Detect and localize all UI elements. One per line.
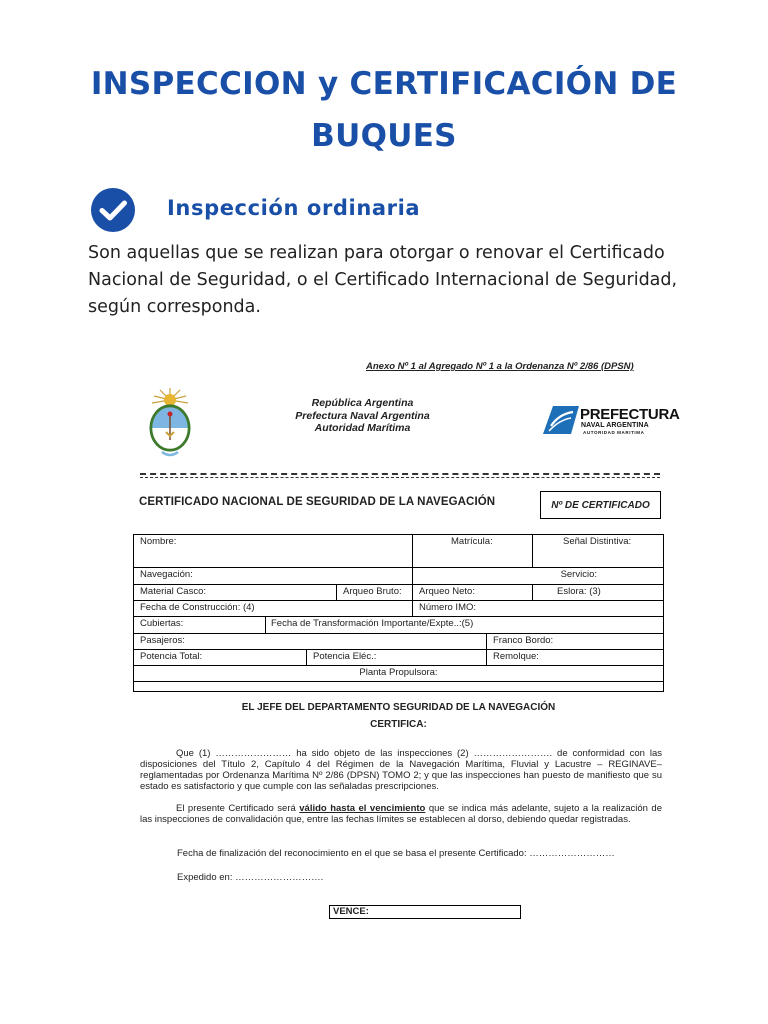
certificate-certifica: CERTIFICA: xyxy=(370,719,427,730)
certificate-title: CERTIFICADO NACIONAL DE SEGURIDAD DE LA NAVEGACIÓN xyxy=(139,496,496,508)
field-pasajeros: Pasajeros: xyxy=(140,635,185,646)
issuer-republic: República Argentina xyxy=(311,397,414,409)
field-planta-propulsora: Planta Propulsora: xyxy=(359,667,438,678)
issuer-block xyxy=(280,397,445,435)
page-title-line2: BUQUES xyxy=(311,118,457,154)
table-row xyxy=(133,584,664,601)
certificate-issued-at: Expedido en: ………………………. xyxy=(177,872,324,883)
field-eslora: Eslora: (3) xyxy=(532,585,663,600)
field-senal-distintiva: Señal Distintiva: xyxy=(532,535,663,567)
field-cubiertas: Cubiertas: xyxy=(140,618,184,629)
logo-text-autoridad: AUTORIDAD MARITIMA xyxy=(583,430,645,435)
page-title-line1: INSPECCION y CERTIFICACIÓN DE xyxy=(90,66,678,102)
prefectura-logo xyxy=(543,406,680,440)
field-remolque: Remolque: xyxy=(486,650,663,665)
field-nombre: Nombre: xyxy=(140,536,177,547)
separator-line xyxy=(140,473,660,478)
logo-text-naval: NAVAL ARGENTINA xyxy=(581,422,649,429)
field-potencia-total: Potencia Total: xyxy=(140,651,203,662)
field-matricula: Matrícula: xyxy=(412,535,532,567)
table-row xyxy=(133,616,664,634)
table-row xyxy=(133,567,664,585)
prefectura-logo-mark-icon xyxy=(543,406,579,434)
certificate-paragraph-1: Que (1) …………………… ha sido objeto de las inspecciones (2) ……………………. de conformidad con las disposiciones del Título 2, Capítulo 4 del Régimen de la Navegación Marítima, Fluvial y Lacustre – REGINAVE– reglamentadas por Ordenanza Marítima Nº 2/86 (DPSN) TOMO 2; y que las inspecciones han puesto de manifiesto que su estado es satisfactorio y que cumple con las señaladas prescripciones. xyxy=(140,748,662,792)
table-row xyxy=(133,534,664,568)
field-fecha-transformacion: Fecha de Transformación Importante/Expte..:(5) xyxy=(265,617,663,633)
table-row xyxy=(133,665,664,682)
annex-reference: Anexo Nº 1 al Agregado Nº 1 a la Ordenanza Nº 2/86 (DPSN) xyxy=(366,361,634,372)
field-numero-imo: Número IMO: xyxy=(412,601,663,616)
certificate-number-box: Nº DE CERTIFICADO xyxy=(540,491,661,519)
field-franco-bordo: Franco Bordo: xyxy=(486,634,663,649)
issuer-prefectura: Prefectura Naval Argentina xyxy=(295,409,430,422)
field-arqueo-bruto: Arqueo Bruto: xyxy=(336,585,412,600)
field-fecha-construccion: Fecha de Construcción: (4) xyxy=(140,602,255,613)
field-servicio: Servicio: xyxy=(412,568,663,584)
expiry-box: VENCE: xyxy=(329,905,521,919)
table-row xyxy=(133,681,664,692)
certificate-paragraph-2: El presente Certificado será válido hasta el vencimiento que se indica más adelante, sujeto a la realización de las inspecciones de convalidación que, entre las fechas límites se establecen al dorso, debiendo quedar registradas. xyxy=(140,803,662,825)
section-paragraph: Son aquellas que se realizan para otorgar o renovar el Certificado Nacional de Seguridad, o el Certificado Internacional de Seguridad, según corresponda. xyxy=(88,243,678,317)
logo-text-prefectura: PREFECTURA xyxy=(580,406,680,423)
certificate-issuer-heading: EL JEFE DEL DEPARTAMENTO SEGURIDAD DE LA NAVEGACIÓN xyxy=(241,702,556,713)
table-row xyxy=(133,600,664,617)
field-navegacion: Navegación: xyxy=(140,569,193,580)
table-row xyxy=(133,649,664,666)
section-subtitle: Inspección ordinaria xyxy=(167,196,421,220)
table-row xyxy=(133,633,664,650)
page-title xyxy=(40,58,728,162)
field-potencia-electrica: Potencia Eléc.: xyxy=(306,650,486,665)
field-material-casco: Material Casco: xyxy=(140,586,206,597)
issuer-autoridad: Autoridad Marítima xyxy=(314,422,411,434)
coat-of-arms-icon xyxy=(144,386,196,460)
field-arqueo-neto: Arqueo Neto: xyxy=(412,585,532,600)
check-circle-icon xyxy=(91,188,135,232)
certificate-finalization-date: Fecha de finalización del reconocimiento en el que se basa el presente Certificado: ……………………… xyxy=(177,848,615,859)
